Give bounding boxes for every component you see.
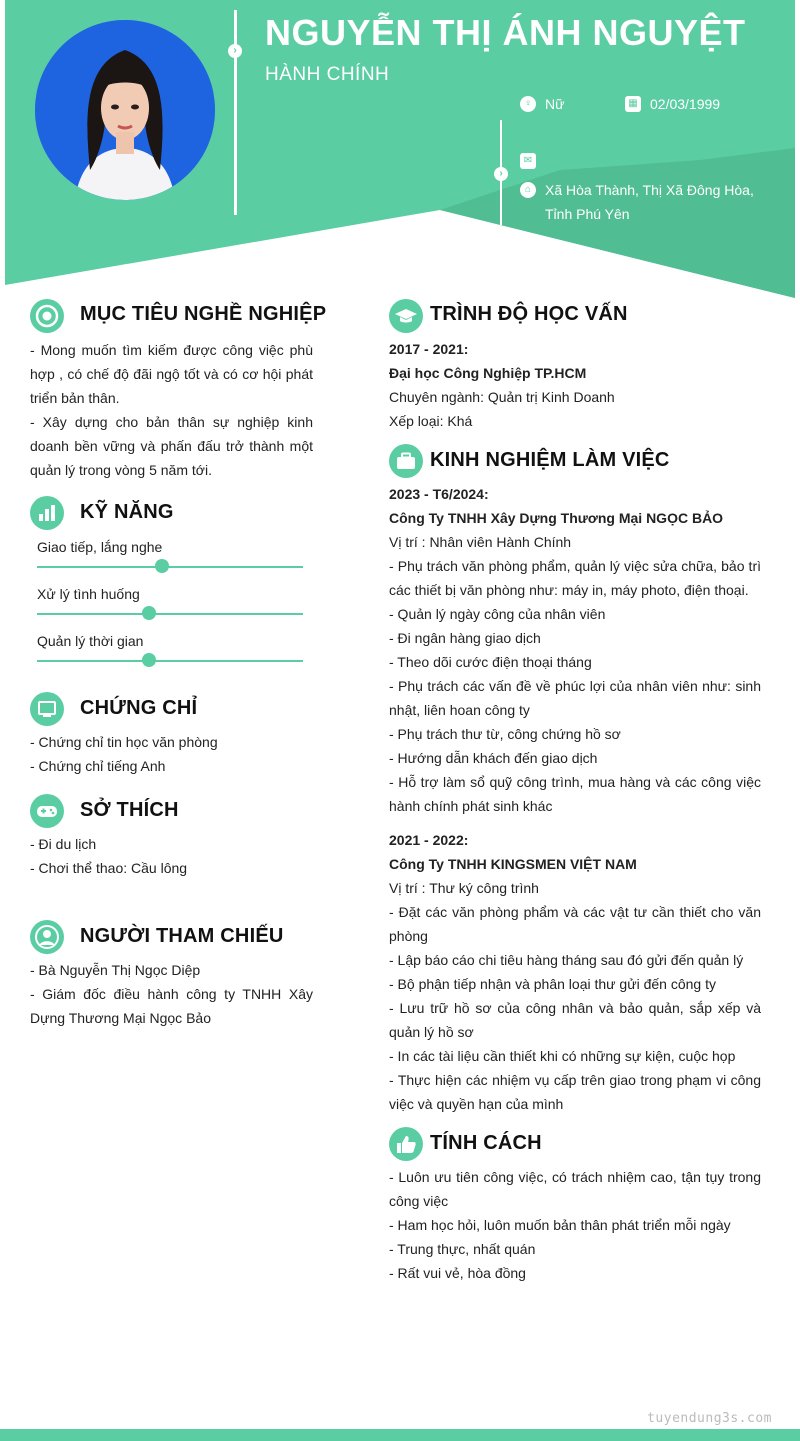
job-duty: - Lập báo cáo chi tiêu hàng tháng sau đó gửi đến quản lý — [389, 952, 744, 968]
education-period: 2017 - 2021: — [389, 341, 469, 357]
job-period: 2021 - 2022: — [389, 832, 469, 848]
user-icon — [30, 920, 64, 954]
job-duty: - Đi ngân hàng giao dịch — [389, 630, 541, 646]
education-major: Chuyên ngành: Quản trị Kinh Doanh — [389, 389, 615, 405]
section-title-experience: KINH NGHIỆM LÀM VIỆC — [430, 449, 670, 471]
job-duty: - Hướng dẫn khách đến giao dịch — [389, 750, 598, 766]
job-duty: - Theo dõi cước điện thoại tháng — [389, 654, 592, 670]
gender-value: Nữ — [545, 96, 565, 112]
personality-item: - Luôn ưu tiên công việc, có trách nhiệm cao, tận tụy trong công việc — [389, 1169, 761, 1209]
certificate-icon — [30, 692, 64, 726]
job-duty: - Lưu trữ hồ sơ của công nhân và bảo quản, sắp xếp và quản lý hồ sơ — [389, 1000, 761, 1040]
job-company: Công Ty TNHH KINGSMEN VIỆT NAM — [389, 856, 637, 872]
skill-label: Xử lý tình huống — [37, 586, 140, 602]
experience-text — [389, 482, 761, 1116]
education-school: Đại học Công Nghiệp TP.HCM — [389, 365, 587, 381]
certificates-text — [30, 730, 313, 778]
job-duty: - Phụ trách các vấn đề về phúc lợi của nhân viên như: sinh nhật, liên hoan công ty — [389, 678, 761, 718]
address-line-2: Tỉnh Phú Yên — [545, 206, 630, 222]
thumbs-up-icon — [389, 1127, 423, 1161]
header-divider-line — [234, 10, 237, 215]
section-title-references: NGƯỜI THAM CHIẾU — [80, 925, 284, 947]
section-title-education: TRÌNH ĐỘ HỌC VẤN — [430, 303, 628, 325]
job-duty: - Phụ trách thư từ, công chứng hồ sơ — [389, 726, 621, 742]
certificate-item: - Chứng chỉ tiếng Anh — [30, 758, 166, 774]
gamepad-icon — [30, 794, 64, 828]
hobby-item: - Đi du lịch — [30, 836, 97, 852]
candidate-name: NGUYỄN THỊ ÁNH NGUYỆT — [265, 12, 746, 53]
skill-bar-track — [37, 566, 303, 568]
address-line-1: Xã Hòa Thành, Thị Xã Đông Hòa, — [545, 182, 754, 198]
skill-label: Giao tiếp, lắng nghe — [37, 539, 163, 555]
target-icon — [30, 299, 64, 333]
objective-text — [30, 338, 313, 482]
personality-text — [389, 1165, 761, 1285]
chevron-right-icon: › — [494, 167, 508, 181]
job-duty: - Phụ trách văn phòng phẩm, quản lý việc sửa chữa, bảo trì các thiết bị văn phòng như: máy in, máy photo, điện thoại. — [389, 558, 761, 598]
section-title-hobbies: SỞ THÍCH — [80, 799, 179, 821]
references-text — [30, 958, 313, 1030]
calendar-icon: ▦ — [625, 96, 641, 112]
certificate-item: - Chứng chỉ tin học văn phòng — [30, 734, 218, 750]
objective-line: - Xây dựng cho bản thân sự nghiệp kinh doanh bền vững và phấn đấu trở thành một quản lý trong vòng 5 năm tới. — [30, 414, 313, 478]
job-duty: - Bộ phận tiếp nhận và phân loại thư gửi đến công ty — [389, 976, 716, 992]
email-icon: ✉ — [520, 153, 536, 169]
graduation-cap-icon — [389, 299, 423, 333]
section-title-personality: TÍNH CÁCH — [430, 1132, 542, 1154]
job-duty: - Quản lý ngày công của nhân viên — [389, 606, 606, 622]
job-company: Công Ty TNHH Xây Dựng Thương Mại NGỌC BẢO — [389, 510, 724, 526]
skill-bar-track — [37, 660, 303, 662]
skill-bar-track — [37, 613, 303, 615]
skill-label: Quản lý thời gian — [37, 633, 144, 649]
job-duty: - Đặt các văn phòng phẩm và các vật tư cần thiết cho văn phòng — [389, 904, 761, 944]
address-value — [545, 178, 754, 226]
watermark: tuyendung3s.com — [647, 1411, 772, 1426]
chevron-right-icon: › — [228, 44, 242, 58]
candidate-position: HÀNH CHÍNH — [265, 64, 390, 85]
portrait-image — [35, 20, 215, 200]
job-duty: - In các tài liệu cần thiết khi có những sự kiện, cuộc họp — [389, 1048, 736, 1064]
personality-item: - Trung thực, nhất quán — [389, 1241, 536, 1257]
skill-level-knob — [142, 606, 156, 620]
job-role: Vị trí : Nhân viên Hành Chính — [389, 534, 572, 550]
job-duty: - Thực hiện các nhiệm vụ cấp trên giao trong phạm vi công việc và quyền hạn của mình — [389, 1072, 761, 1112]
section-title-objective: MỤC TIÊU NGHỀ NGHIỆP — [80, 303, 327, 325]
reference-item: - Bà Nguyễn Thị Ngọc Diệp — [30, 962, 201, 978]
job-period: 2023 - T6/2024: — [389, 486, 489, 502]
avatar — [35, 20, 215, 200]
briefcase-icon — [389, 444, 423, 478]
skill-level-knob — [142, 653, 156, 667]
job-role: Vị trí : Thư ký công trình — [389, 880, 539, 896]
reference-item: - Giám đốc điều hành công ty TNHH Xây Dựng Thương Mại Ngọc Bảo — [30, 986, 313, 1026]
hobby-item: - Chơi thể thao: Cầu lông — [30, 860, 188, 876]
skill-level-knob — [155, 559, 169, 573]
education-text — [389, 337, 761, 433]
gender-icon: ♀ — [520, 96, 536, 112]
objective-line: - Mong muốn tìm kiếm được công việc phù hợp , có chế độ đãi ngộ tốt và có cơ hội phát triển bản thân. — [30, 342, 313, 406]
education-rank: Xếp loại: Khá — [389, 413, 473, 429]
personality-item: - Ham học hỏi, luôn muốn bản thân phát triển mỗi ngày — [389, 1217, 731, 1233]
section-title-certificates: CHỨNG CHỈ — [80, 697, 198, 719]
job-duty: - Hỗ trợ làm sổ quỹ công trình, mua hàng và các công việc hành chính phát sinh khác — [389, 774, 761, 814]
personality-item: - Rất vui vẻ, hòa đồng — [389, 1265, 526, 1281]
section-title-skills: KỸ NĂNG — [80, 501, 174, 523]
birthdate-value: 02/03/1999 — [650, 96, 721, 112]
footer-bar — [0, 1429, 800, 1441]
bar-chart-icon — [30, 496, 64, 530]
hobbies-text — [30, 832, 313, 880]
home-icon: ⌂ — [520, 182, 536, 198]
